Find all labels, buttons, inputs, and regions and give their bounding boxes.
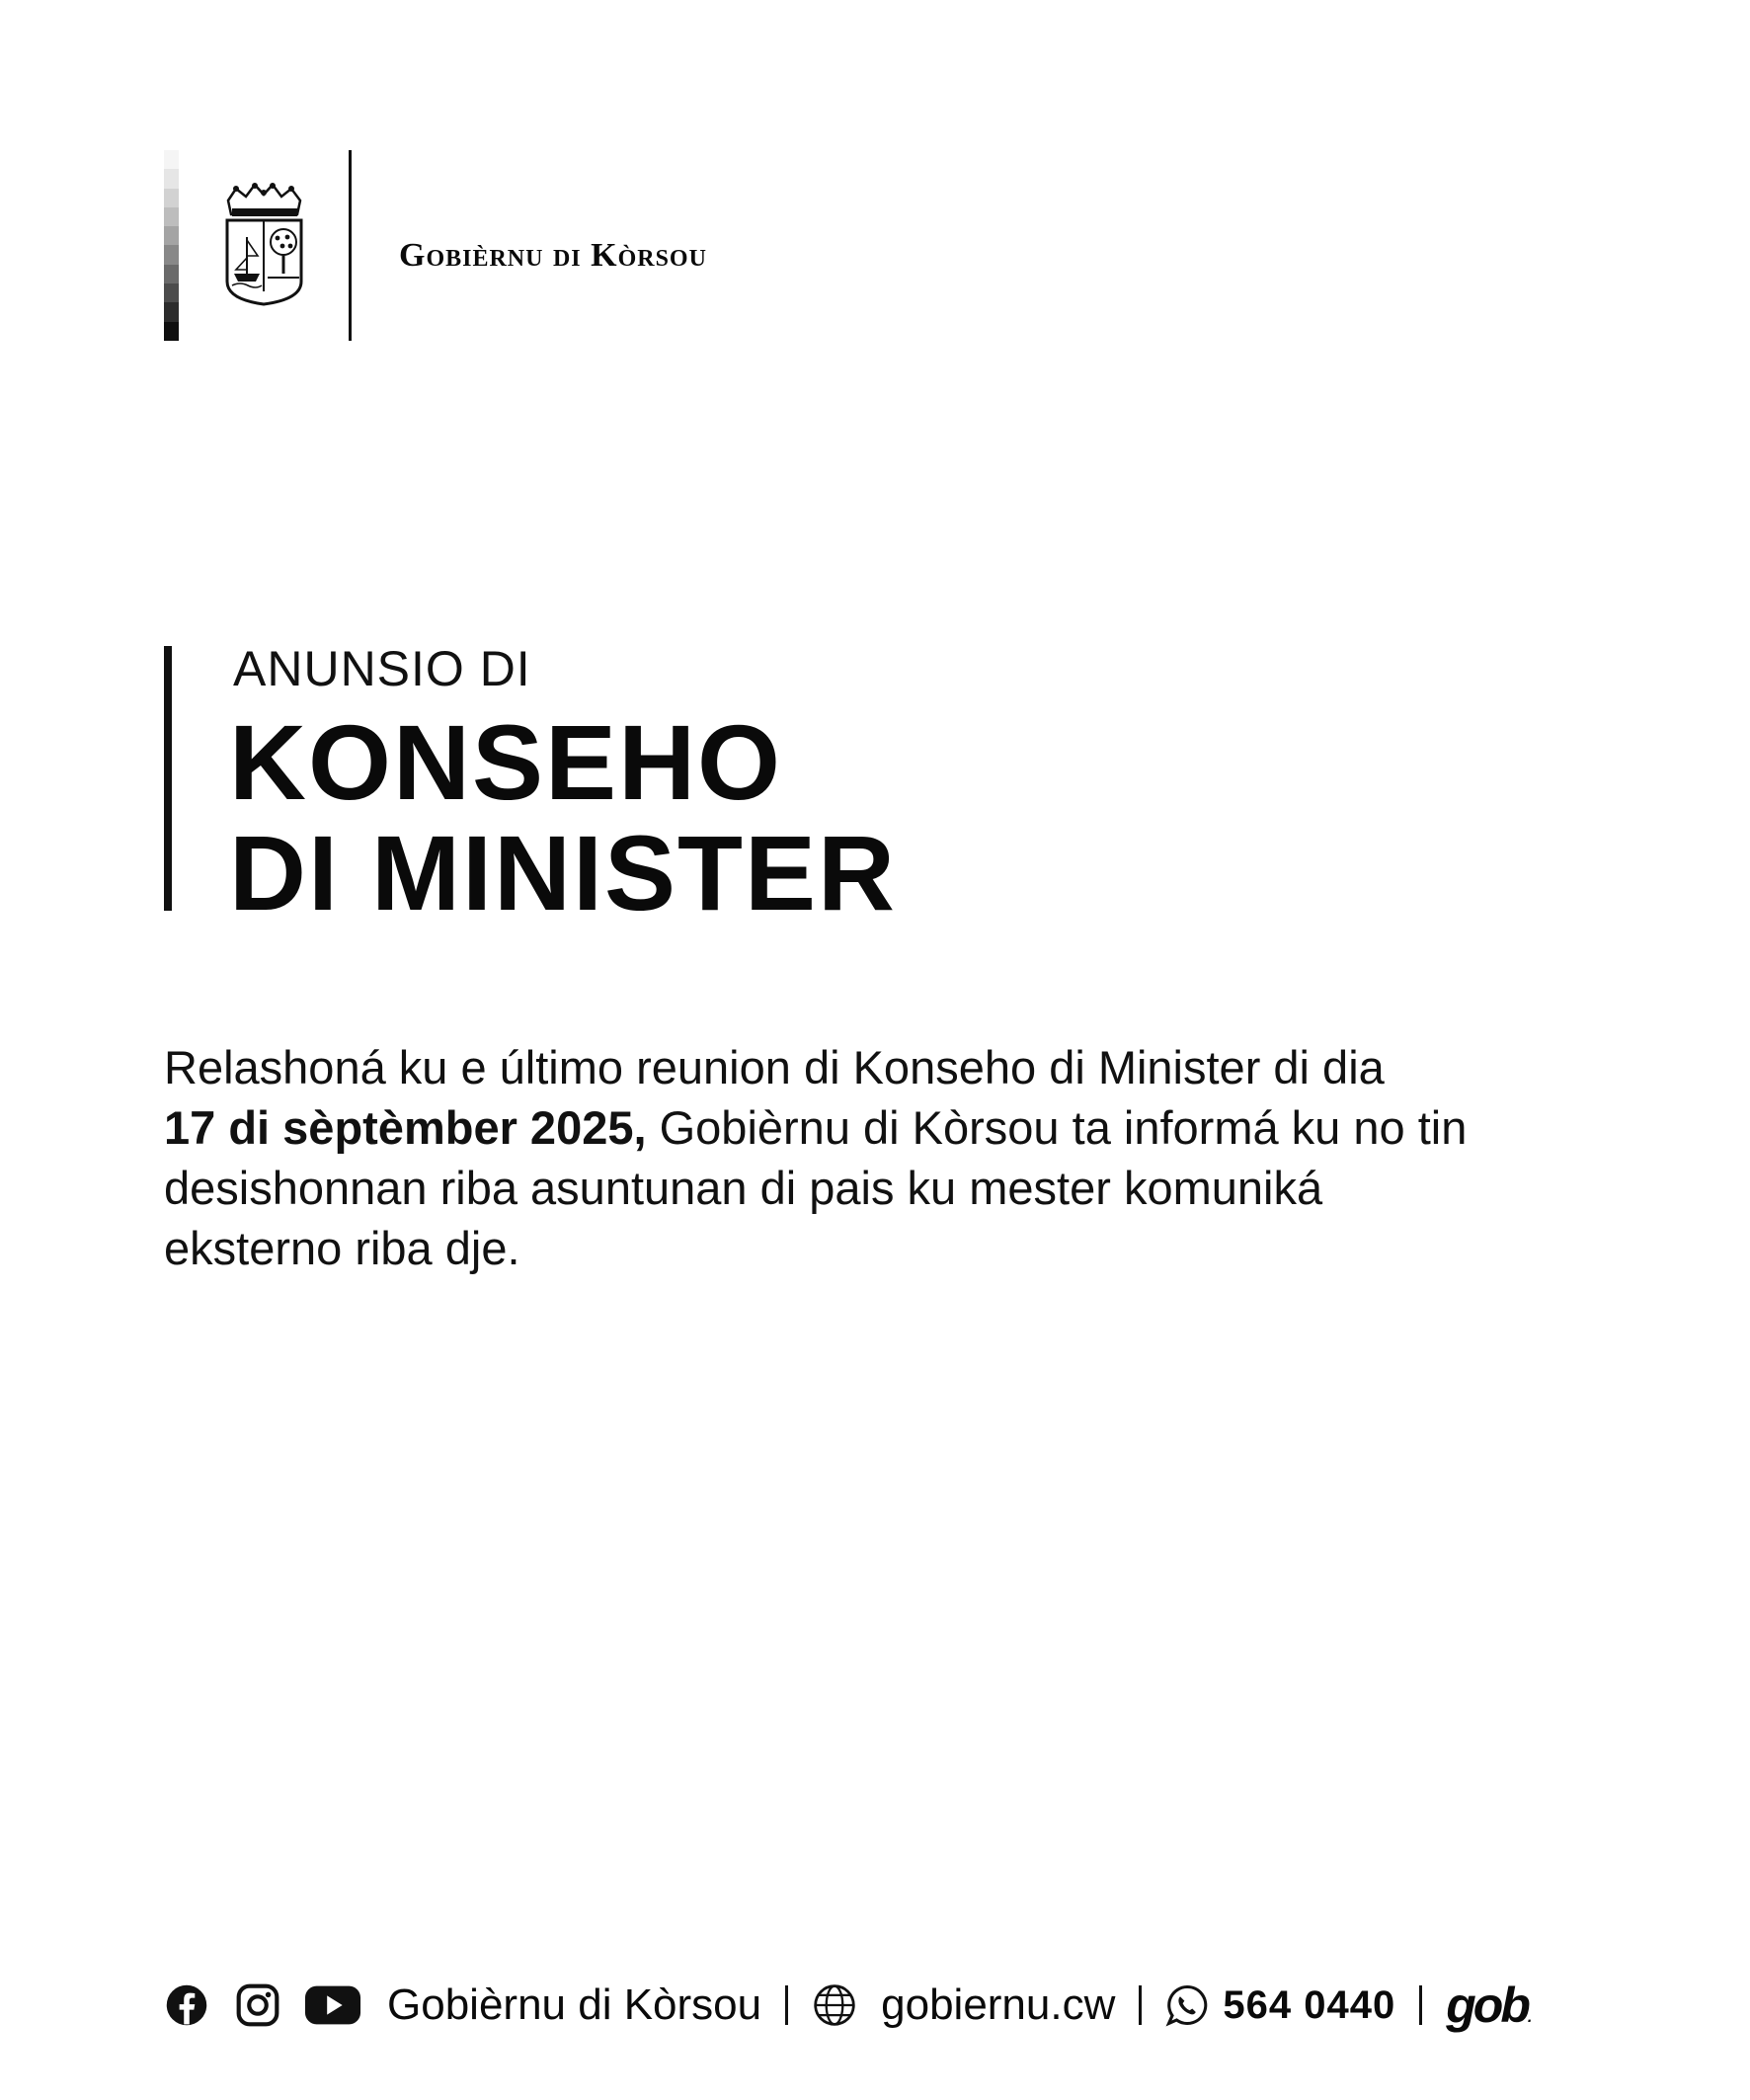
footer-divider bbox=[1139, 1985, 1142, 2025]
title-accent-bar bbox=[164, 646, 172, 911]
social-handle: Gobièrnu di Kòrsou bbox=[387, 1980, 762, 2029]
announcement-body bbox=[164, 1037, 1507, 1278]
footer-contact-bar bbox=[164, 1972, 1532, 2039]
instagram-icon[interactable] bbox=[235, 1980, 280, 2030]
website-link[interactable]: gobiernu.cw bbox=[881, 1980, 1116, 2029]
footer-divider bbox=[785, 1985, 788, 2025]
footer-divider bbox=[1419, 1985, 1422, 2025]
phone-number[interactable]: 564 0440 bbox=[1223, 1982, 1396, 2027]
facebook-icon[interactable] bbox=[164, 1980, 209, 2030]
youtube-icon[interactable] bbox=[304, 1980, 361, 2030]
body-intro: Relashoná ku e último reunion di Konseho di Minister di dia bbox=[164, 1041, 1385, 1093]
body-date: 17 di sèptèmber 2025, bbox=[164, 1101, 647, 1154]
organization-name: Gobièrnu di Kòrsou bbox=[399, 237, 707, 274]
coat-of-arms-icon bbox=[222, 183, 306, 306]
body-rest: Gobièrnu di Kòrsou ta informá ku no tin desishonnan riba asuntunan di pais ku mester komuniká eksterno riba dje. bbox=[164, 1101, 1468, 1274]
title-line-1: KONSEHO bbox=[229, 702, 783, 822]
gradient-bar bbox=[164, 150, 179, 341]
title-kicker: ANUNSIO DI bbox=[233, 641, 531, 696]
title-line-2: DI MINISTER bbox=[229, 813, 898, 932]
globe-icon bbox=[812, 1980, 857, 2030]
whatsapp-icon bbox=[1165, 1980, 1209, 2030]
header-divider bbox=[349, 150, 352, 341]
gob-logo: gob. bbox=[1446, 1978, 1533, 2033]
